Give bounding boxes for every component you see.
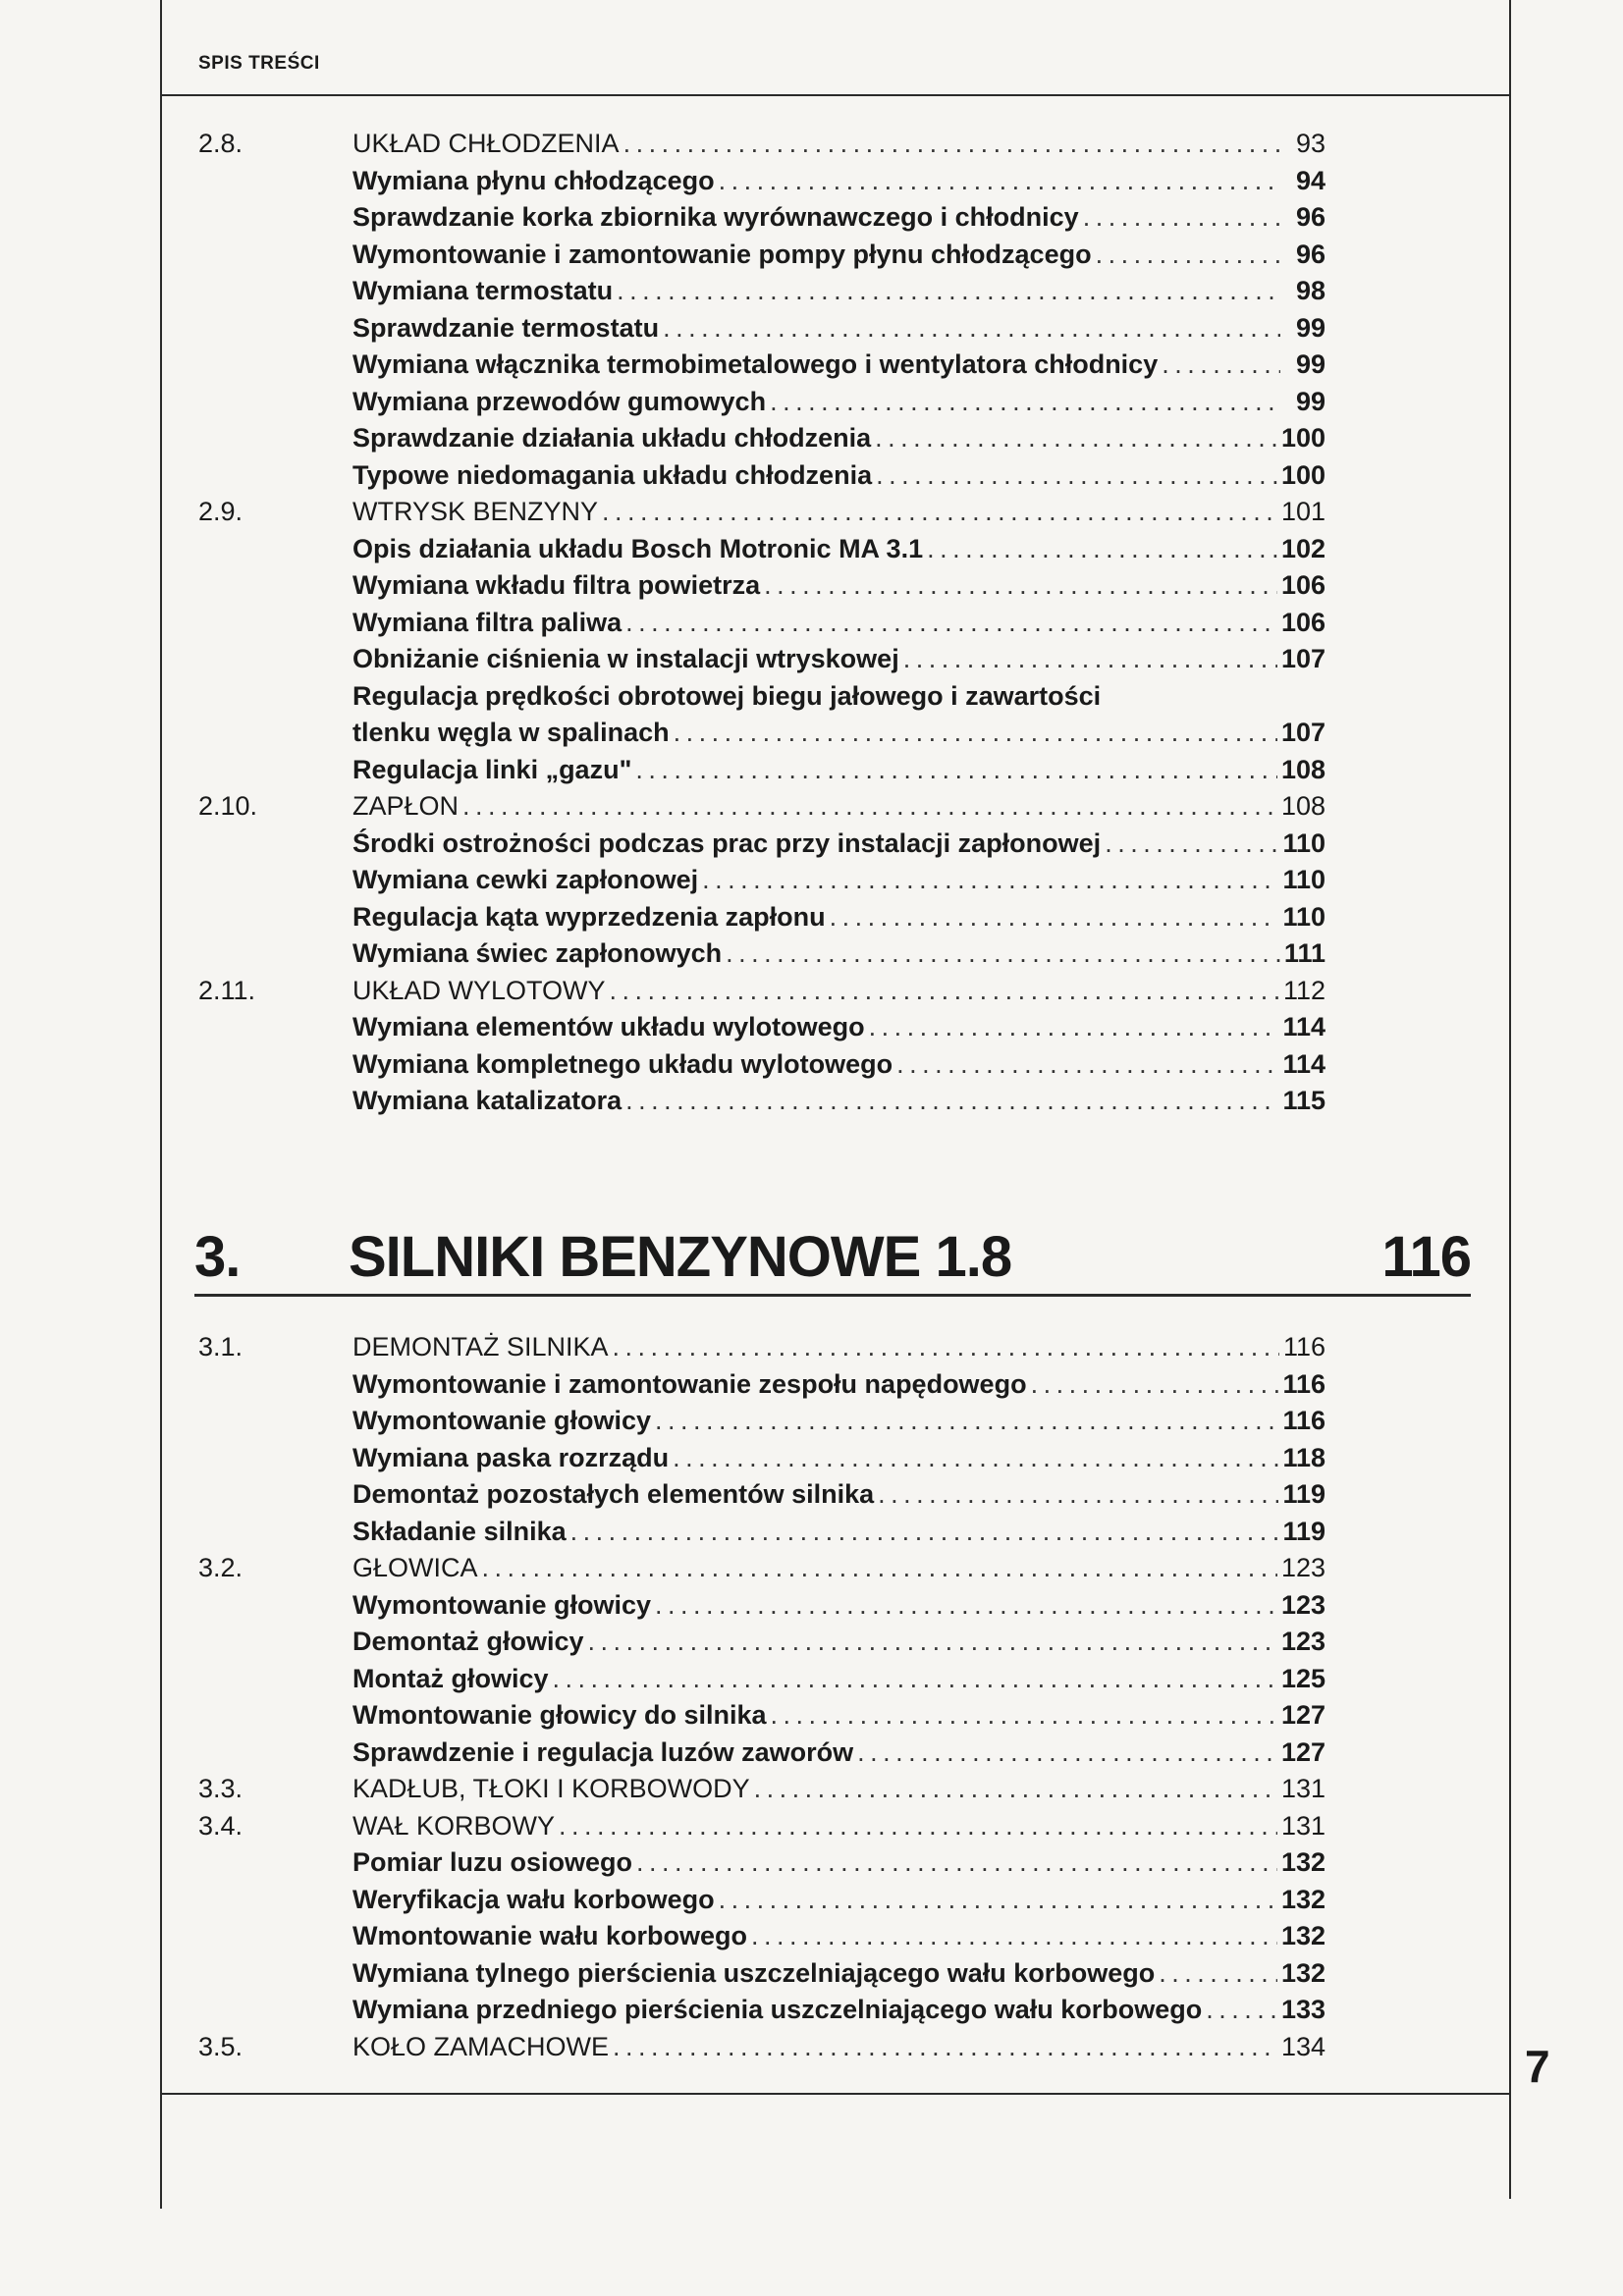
entry-page-number: 123 [1280, 1589, 1325, 1620]
toc-entry-line [352, 1403, 1325, 1440]
entry-title: KADŁUB, TŁOKI I KORBOWODY [352, 1774, 750, 1803]
entry-page-number: 112 [1282, 975, 1325, 1005]
right-margin-rule [1509, 0, 1511, 2199]
entry-title: Regulacja prędkości obrotowej biegu jałowego i zawartości [352, 680, 1102, 711]
toc-entry-line [352, 788, 1325, 826]
entry-title: Wymiana wkładu filtra powietrza [352, 570, 761, 600]
entry-title: Sprawdzanie działania układu chłodzenia [352, 423, 872, 453]
toc-entry-line [352, 1624, 1325, 1661]
dot-leader [1105, 826, 1278, 863]
section-number: 3.4. [198, 1810, 243, 1841]
entry-page-number: 110 [1282, 828, 1325, 858]
entry-page-number: 123 [1280, 1553, 1325, 1582]
toc-entry [198, 935, 1325, 973]
toc-entry-line [352, 1882, 1325, 1919]
toc-entry [198, 1514, 1325, 1551]
chapter-number: 3. [194, 1225, 241, 1289]
toc-entry-line [352, 494, 1325, 531]
toc-entry-line [352, 1046, 1325, 1084]
toc-entry-line [352, 2029, 1325, 2066]
entry-title: Wymiana termostatu [352, 276, 614, 305]
dot-leader [896, 1046, 1278, 1084]
dot-leader [570, 1514, 1279, 1551]
toc-entry [198, 1918, 1325, 1955]
entry-page-number: 132 [1280, 1921, 1325, 1950]
entry-page-number: 132 [1280, 1957, 1325, 1988]
toc-entry [198, 1366, 1325, 1404]
toc-entry [198, 715, 1325, 752]
entry-title: Sprawdzanie termostatu [352, 312, 660, 343]
entry-page-number: 127 [1280, 1736, 1325, 1767]
toc-entry-line [352, 163, 1325, 200]
toc-entry-line [352, 678, 1325, 716]
dot-leader [482, 1550, 1277, 1587]
toc-entry-line [352, 237, 1325, 274]
entry-title: UKŁAD CHŁODZENIA [352, 129, 620, 158]
toc-entry-line [352, 457, 1325, 495]
toc-entry [198, 1771, 1325, 1808]
entry-page-number: 99 [1295, 386, 1325, 416]
toc-entry-line [352, 1514, 1325, 1551]
dot-leader [719, 163, 1280, 200]
toc-entry [198, 199, 1325, 237]
toc-entry-line [352, 567, 1325, 605]
toc-entry-line [352, 973, 1325, 1010]
entry-page-number: 127 [1280, 1700, 1325, 1730]
entry-page-number: 106 [1280, 570, 1325, 600]
toc-entry [198, 567, 1325, 605]
entry-page-number: 102 [1280, 533, 1325, 563]
entry-title: Sprawdzanie korka zbiornika wyrównawczego i chłodnicy [352, 202, 1079, 232]
entry-title: Regulacja kąta wyprzedzenia zapłonu [352, 901, 826, 932]
toc-entry [198, 1083, 1325, 1120]
section-number: 3.2. [198, 1553, 243, 1582]
toc-entry [198, 826, 1325, 863]
dot-leader [1162, 347, 1280, 384]
dot-leader [1083, 199, 1280, 237]
dot-leader [927, 531, 1277, 568]
dot-leader [1096, 237, 1280, 274]
toc-entry-line [352, 715, 1325, 752]
dot-leader [636, 1844, 1277, 1882]
toc-entry [198, 1587, 1325, 1625]
toc-entry [198, 1550, 1325, 1587]
entry-title: WAŁ KORBOWY [352, 1810, 556, 1841]
toc-entry [198, 788, 1325, 826]
chapter-rule [194, 1294, 1471, 1297]
entry-page-number: 114 [1282, 1048, 1325, 1079]
entry-title: Opis działania układu Bosch Motronic MA 3.1 [352, 533, 924, 563]
toc-entry [198, 273, 1325, 310]
dot-leader [588, 1624, 1277, 1661]
entry-title: Wmontowanie wału korbowego [352, 1921, 748, 1950]
toc-entry-line [352, 1735, 1325, 1772]
entry-page-number: 101 [1280, 497, 1325, 526]
toc-entry [198, 605, 1325, 642]
dot-leader [617, 273, 1280, 310]
dot-leader [702, 862, 1278, 899]
entry-page-number: 114 [1282, 1012, 1325, 1041]
toc-entry-line [352, 1661, 1325, 1698]
dot-leader [674, 715, 1277, 752]
entry-page-number: 107 [1280, 718, 1325, 747]
left-margin-rule [160, 0, 162, 2209]
entry-title: Wmontowanie głowicy do silnika [352, 1700, 767, 1730]
toc-entry [198, 237, 1325, 274]
toc-entry [198, 347, 1325, 384]
toc-entry [198, 531, 1325, 568]
chapter-page: 116 [1381, 1225, 1471, 1289]
entry-title: Wymiana cewki zapłonowej [352, 865, 699, 894]
toc-entry-line [352, 1550, 1325, 1587]
entry-title: Demontaż pozostałych elementów silnika [352, 1479, 875, 1509]
entry-title: DEMONTAŻ SILNIKA [352, 1332, 609, 1362]
entry-page-number: 132 [1280, 1847, 1325, 1877]
chapter-title: SILNIKI BENZYNOWE 1.8 [349, 1225, 1012, 1289]
entry-title: Pomiar luzu osiowego [352, 1847, 633, 1877]
toc-entry [198, 1992, 1325, 2029]
toc-entry-line [352, 199, 1325, 237]
entry-title: Wymiana świec zapłonowych [352, 938, 723, 968]
toc-entry-line [352, 1808, 1325, 1845]
toc-entry [198, 420, 1325, 457]
entry-title: Wymontowanie i zamontowanie zespołu napędowego [352, 1368, 1027, 1399]
toc-entry-line [352, 1366, 1325, 1404]
toc-entry-line [352, 1771, 1325, 1808]
toc-entry [198, 641, 1325, 678]
section-number: 3.5. [198, 2031, 243, 2061]
toc-entry-line [352, 273, 1325, 310]
toc-entry-line [352, 310, 1325, 347]
entry-title: Wymiana kompletnego układu wylotowego [352, 1048, 893, 1079]
entry-title: ZAPŁON [352, 791, 460, 821]
toc-entry [198, 1476, 1325, 1514]
dot-leader [613, 2029, 1277, 2066]
dot-leader [635, 752, 1277, 789]
entry-title: Demontaż głowicy [352, 1627, 584, 1656]
entry-title: Wymiana tylnego pierścienia uszczelniającego wału korbowego [352, 1957, 1156, 1988]
toc-entry [198, 1046, 1325, 1084]
entry-title: UKŁAD WYLOTOWY [352, 975, 606, 1005]
entry-page-number: 116 [1282, 1368, 1325, 1399]
entry-title: Regulacja linki „gazu" [352, 754, 632, 784]
dot-leader [719, 1882, 1277, 1919]
toc-entry [198, 1882, 1325, 1919]
entry-page-number: 115 [1282, 1086, 1325, 1115]
dot-leader [625, 605, 1277, 642]
entry-page-number: 133 [1280, 1995, 1325, 2024]
dot-leader [625, 1083, 1278, 1120]
toc-entry [198, 973, 1325, 1010]
running-header: SPIS TREŚCI [198, 53, 320, 74]
section-number: 3.3. [198, 1774, 243, 1803]
toc-entry [198, 1808, 1325, 1845]
dot-leader [610, 973, 1279, 1010]
dot-leader [655, 1587, 1277, 1625]
toc-entry-line [352, 126, 1325, 163]
entry-page-number: 107 [1280, 644, 1325, 673]
entry-page-number: 96 [1295, 239, 1325, 269]
dot-leader [830, 899, 1279, 936]
toc-entry-line [352, 1440, 1325, 1477]
toc-entry [198, 1440, 1325, 1477]
dot-leader [663, 310, 1280, 347]
footer-rule [160, 2093, 1511, 2095]
entry-title: WTRYSK BENZYNY [352, 497, 599, 526]
entry-title: Montaż głowicy [352, 1663, 549, 1693]
toc-entry [198, 163, 1325, 200]
entry-title: Wymiana katalizatora [352, 1086, 622, 1115]
toc-entry [198, 2029, 1325, 2066]
entry-page-number: 110 [1282, 901, 1325, 932]
entry-page-number: 110 [1282, 865, 1325, 894]
dot-leader [751, 1918, 1277, 1955]
toc-entry-line [352, 1083, 1325, 1120]
entry-page-number: 111 [1283, 938, 1325, 968]
dot-leader [1159, 1955, 1277, 1993]
page-number: 7 [1525, 2041, 1550, 2092]
entry-title: Wymontowanie głowicy [352, 1406, 652, 1435]
toc-entry-line [352, 1587, 1325, 1625]
toc-entry [198, 899, 1325, 936]
toc-entry [198, 752, 1325, 789]
section-number: 3.1. [198, 1332, 243, 1362]
toc-entry-line [352, 605, 1325, 642]
entry-page-number: 131 [1280, 1810, 1325, 1841]
chapter-heading [194, 1222, 1471, 1293]
toc-entry [198, 678, 1325, 716]
dot-leader [869, 1009, 1279, 1046]
entry-page-number: 116 [1282, 1332, 1325, 1362]
toc-entry [198, 1661, 1325, 1698]
toc-entry-line [352, 641, 1325, 678]
toc-entry-line [352, 1918, 1325, 1955]
toc-entry-line [352, 420, 1325, 457]
toc-entry [198, 457, 1325, 495]
section-number: 2.11. [198, 975, 256, 1005]
entry-page-number: 119 [1282, 1479, 1325, 1509]
entry-title: Wymiana paska rozrządu [352, 1442, 670, 1472]
entry-page-number: 100 [1280, 459, 1325, 490]
entry-page-number: 125 [1280, 1663, 1325, 1693]
toc-entry [198, 1329, 1325, 1366]
toc-entry-line [352, 1992, 1325, 2029]
dot-leader [1031, 1366, 1279, 1404]
entry-title: Obniżanie ciśnienia w instalacji wtryskowej [352, 644, 899, 673]
dot-leader [462, 788, 1277, 826]
toc-entry [198, 862, 1325, 899]
dot-leader [559, 1808, 1277, 1845]
toc-entry [198, 1955, 1325, 1993]
entry-title: Weryfikacja wału korbowego [352, 1884, 715, 1914]
entry-title: Wymiana elementów układu wylotowego [352, 1012, 865, 1041]
dot-leader [876, 457, 1277, 495]
toc-list-part1 [198, 126, 1325, 1120]
section-number: 2.10. [198, 791, 258, 821]
toc-entry-line [352, 826, 1325, 863]
entry-title: Składanie silnika [352, 1516, 567, 1546]
toc-entry [198, 1697, 1325, 1735]
toc-entry [198, 494, 1325, 531]
toc-entry [198, 1403, 1325, 1440]
dot-leader [903, 641, 1277, 678]
entry-title: Typowe niedomagania układu chłodzenia [352, 459, 873, 490]
dot-leader [875, 420, 1277, 457]
dot-leader [764, 567, 1277, 605]
entry-page-number: 94 [1295, 165, 1325, 195]
dot-leader [623, 126, 1280, 163]
entry-page-number: 93 [1295, 129, 1325, 158]
entry-page-number: 96 [1295, 202, 1325, 232]
entry-page-number: 100 [1280, 423, 1325, 453]
entry-page-number: 98 [1295, 276, 1325, 305]
dot-leader [1206, 1992, 1277, 2029]
header-rule [160, 94, 1511, 96]
dot-leader [770, 384, 1280, 421]
entry-title: Wymontowanie głowicy [352, 1589, 652, 1620]
toc-entry [198, 1009, 1325, 1046]
toc-entry-line [352, 752, 1325, 789]
toc-entry [198, 1844, 1325, 1882]
entry-page-number: 108 [1280, 791, 1325, 821]
dot-leader [553, 1661, 1277, 1698]
entry-page-number: 132 [1280, 1884, 1325, 1914]
entry-page-number: 99 [1295, 349, 1325, 379]
entry-title: GŁOWICA [352, 1553, 478, 1582]
dot-leader [602, 494, 1277, 531]
dot-leader [857, 1735, 1277, 1772]
entry-page-number: 119 [1282, 1516, 1325, 1546]
entry-page-number: 106 [1280, 607, 1325, 637]
entry-title: Wymiana przewodów gumowych [352, 386, 767, 416]
toc-entry-line [352, 1009, 1325, 1046]
entry-title: Sprawdzenie i regulacja luzów zaworów [352, 1736, 854, 1767]
toc-entry-line [352, 899, 1325, 936]
toc-list-part2 [198, 1329, 1325, 2065]
section-number: 2.9. [198, 497, 243, 526]
dot-leader [726, 935, 1280, 973]
toc-entry-line [352, 1329, 1325, 1366]
entry-page-number: 99 [1295, 312, 1325, 343]
entry-page-number: 116 [1282, 1406, 1325, 1435]
toc-entry [198, 310, 1325, 347]
toc-entry-line [352, 1697, 1325, 1735]
dot-leader [613, 1329, 1279, 1366]
toc-entry-line [352, 1476, 1325, 1514]
entry-title: Wymiana płynu chłodzącego [352, 165, 715, 195]
entry-title: Wymiana filtra paliwa [352, 607, 622, 637]
entry-title: Wymontowanie i zamontowanie pompy płynu chłodzącego [352, 239, 1092, 269]
toc-entry-line [352, 935, 1325, 973]
dot-leader [878, 1476, 1278, 1514]
entry-title: Wymiana włącznika termobimetalowego i wentylatora chłodnicy [352, 349, 1159, 379]
toc-entry [198, 1624, 1325, 1661]
entry-title: KOŁO ZAMACHOWE [352, 2031, 610, 2061]
entry-page-number: 131 [1280, 1774, 1325, 1803]
toc-entry [198, 1735, 1325, 1772]
entry-title: Wymiana przedniego pierścienia uszczelniającego wału korbowego [352, 1995, 1203, 2024]
dot-leader [673, 1440, 1278, 1477]
toc-entry-line [352, 384, 1325, 421]
entry-page-number: 118 [1282, 1442, 1325, 1472]
entry-page-number: 108 [1280, 754, 1325, 784]
dot-leader [655, 1403, 1278, 1440]
toc-entry [198, 126, 1325, 163]
toc-entry-line [352, 1844, 1325, 1882]
dot-leader [771, 1697, 1277, 1735]
entry-page-number: 134 [1280, 2031, 1325, 2061]
entry-title: Środki ostrożności podczas prac przy instalacji zapłonowej [352, 828, 1102, 858]
dot-leader [754, 1771, 1277, 1808]
toc-entry [198, 384, 1325, 421]
entry-page-number: 123 [1280, 1627, 1325, 1656]
toc-entry-line [352, 862, 1325, 899]
toc-entry-line [352, 347, 1325, 384]
section-number: 2.8. [198, 129, 243, 158]
toc-entry-line [352, 1955, 1325, 1993]
toc-entry-line [352, 531, 1325, 568]
entry-title: tlenku węgla w spalinach [352, 718, 670, 747]
